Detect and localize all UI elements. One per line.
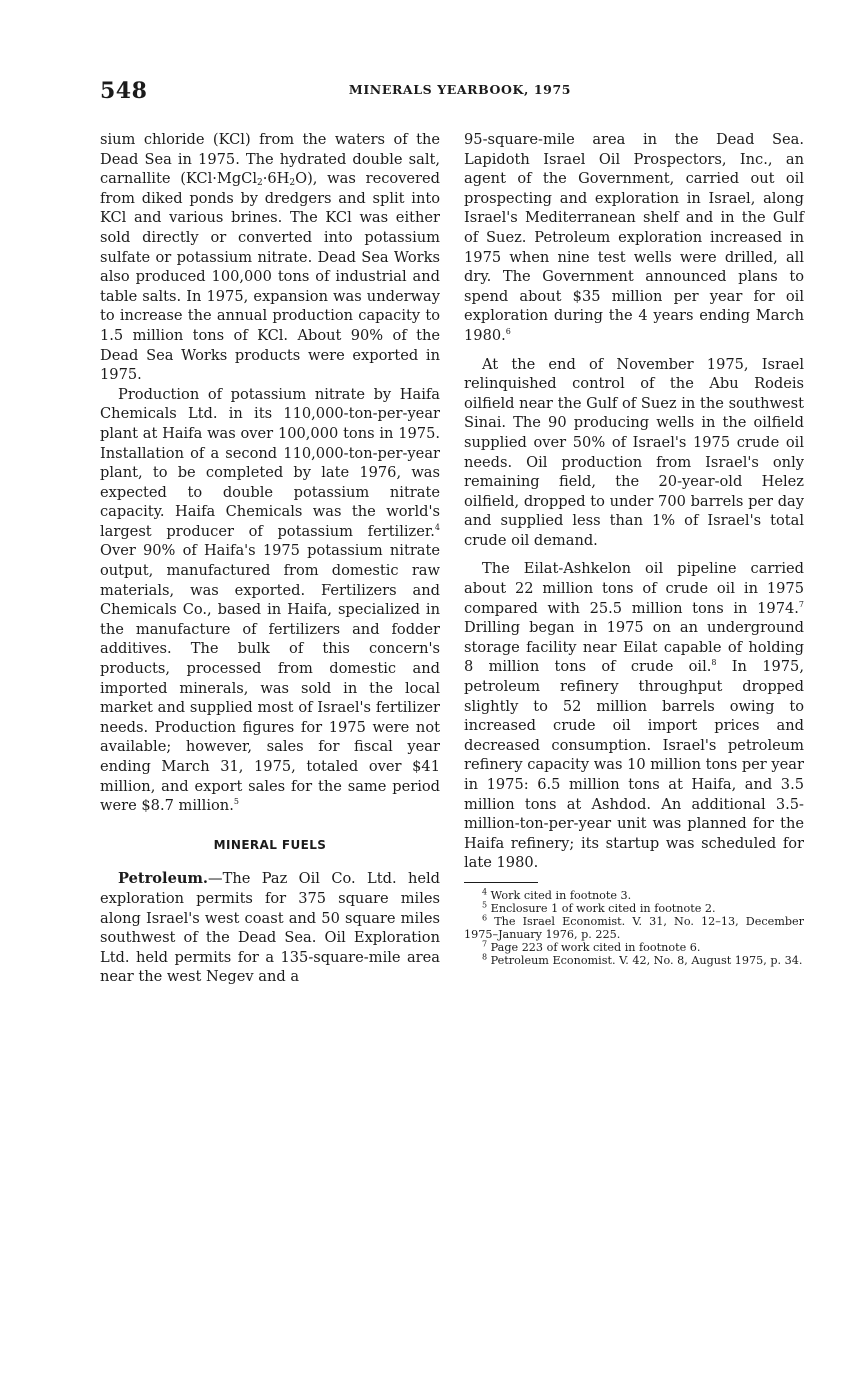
footnote-marker: 8 <box>482 952 488 962</box>
footnote <box>464 915 804 941</box>
paragraph-petroleum <box>100 869 440 987</box>
footnote-ref: 5 <box>233 797 239 807</box>
text-run: —The Paz Oil Co. Ltd. held exploration permits for 375 square miles along Israel's west coast and 50 square miles southwest of the Dead Sea. Oil Exploration Ltd. held permits for a 135-square-mile area near the west Negev and a <box>100 870 440 986</box>
subscript: 2 <box>257 178 263 189</box>
subscript: 2 <box>289 178 296 189</box>
page-number: 548 <box>100 78 148 104</box>
footnote-text: The Israel Economist. V. 31, No. 12–13, December 1975–January 1976, p. 225. <box>464 914 804 941</box>
footnote-ref: 6 <box>505 327 511 337</box>
footnote-text: Enclosure 1 of work cited in footnote 2. <box>490 901 716 915</box>
paragraph-exploration <box>464 130 804 346</box>
text-run: 95-square-mile area in the Dead Sea. Lapidoth Israel Oil Prospectors, Inc., an agent of the Government, carried out oil prospecting and exploration in Israel, along Israel's Mediterranean shelf and in the Gulf of Suez. Petroleum exploration increased in 1975 when nine test wells were drilled, all dry. The Government announced plans to spend about $35 million per year for oil exploration during the 4 years ending March 1980. <box>464 131 804 344</box>
right-column <box>464 130 804 967</box>
footnotes <box>464 889 804 967</box>
text-run: sium chloride (KCl) from the waters of the Dead Sea in 1975. The hydrated double salt, carnallite (KCl·MgCl <box>100 131 440 188</box>
text-run: The Eilat-Ashkelon oil pipeline carried about 22 million tons of crude oil in 1975 compared with 25.5 million tons in 1974. <box>464 560 804 617</box>
paragraph-potassium-nitrate <box>100 385 440 816</box>
text-run: Over 90% of Haifa's 1975 potassium nitrate output, manufactured from domestic raw materials, was exported. Fertilizers and Chemicals Co., based in Haifa, specialized in the manufacture of fertilizers and fodder additives. The bulk of this concern's products, processed from domestic and imported minerals, was sold in the local market and supplied most of Israel's fertilizer needs. Production figures for 1975 were not available; however, sales for fiscal year ending March 31, 1975, totaled over $41 million, and export sales for the same period were $8.7 million. <box>100 542 440 815</box>
section-heading: MINERAL FUELS <box>213 837 327 852</box>
text-run: ·6H <box>262 170 290 188</box>
running-title: MINERALS YEARBOOK, 1975 <box>348 82 572 97</box>
footnote <box>464 954 804 967</box>
footnote-text: Work cited in footnote 3. <box>490 888 632 902</box>
run-in-heading: Petroleum. <box>118 870 208 888</box>
paragraph-potassium-chloride <box>100 130 440 385</box>
footnote-ref: 8 <box>711 658 717 668</box>
text-run: O), was recovered from diked ponds by dredgers and split into KCl and various brines. The KCl was either sold directly or converted into potassium sulfate or potassium nitrate. Dead Sea Works also produced 100,000 tons of industrial and table salts. In 1975, expansion was underway to increase the annual production capacity to 1.5 million tons of KCl. About 90% of the Dead Sea Works products were exported in 1975. <box>100 170 440 384</box>
footnote-ref: 4 <box>434 523 440 533</box>
footnote <box>464 941 804 954</box>
paragraph-pipeline <box>464 559 804 873</box>
footnote-marker: 7 <box>482 939 488 949</box>
footnote-marker: 5 <box>482 900 488 910</box>
left-column <box>100 130 440 987</box>
footnote-marker: 4 <box>482 887 488 897</box>
footnote-text: Page 223 of work cited in footnote 6. <box>490 940 701 954</box>
text-run: Drilling began in 1975 on an underground storage facility near Eilat capable of holding 8 million tons of crude oil. <box>464 619 804 676</box>
footnote-divider <box>464 882 538 883</box>
footnote <box>464 902 804 915</box>
footnote-text: Petroleum Economist. V. 42, No. 8, August 1975, p. 34. <box>490 953 803 967</box>
footnote-marker: 6 <box>482 913 488 923</box>
footnote <box>464 889 804 902</box>
paragraph-abu-rodeis: At the end of November 1975, Israel relinquished control of the Abu Rodeis oilfield near the Gulf of Suez in the southwest Sinai. The 90 producing wells in the oilfield supplied over 50% of Israel's 1975 crude oil needs. Oil production from Israel's only remaining field, the 20-year-old Helez oilfield, dropped to under 700 barrels per day and supplied less than 1% of Israel's total crude oil demand. <box>464 355 804 549</box>
text-run: Production of potassium nitrate by Haifa Chemicals Ltd. in its 110,000-ton-per-year plant at Haifa was over 100,000 tons in 1975. Installation of a second 110,000-ton-per-year plant, to be completed by late 1976, was expected to double potassium nitrate capacity. Haifa Chemicals was the world's largest producer of potassium fertilizer. <box>100 385 440 540</box>
footnote-ref: 7 <box>798 599 804 609</box>
text-run: In 1975, petroleum refinery throughput dropped slightly to 52 million barrels owing to increased crude oil import prices and decreased consumption. Israel's petroleum refinery capacity was 10 million tons per year in 1975: 6.5 million tons at Haifa, and 3.5 million tons at Ashdod. An additional 3.5-million-ton-per-year unit was planned for the Haifa refinery; its startup was scheduled for late 1980. <box>464 658 804 872</box>
